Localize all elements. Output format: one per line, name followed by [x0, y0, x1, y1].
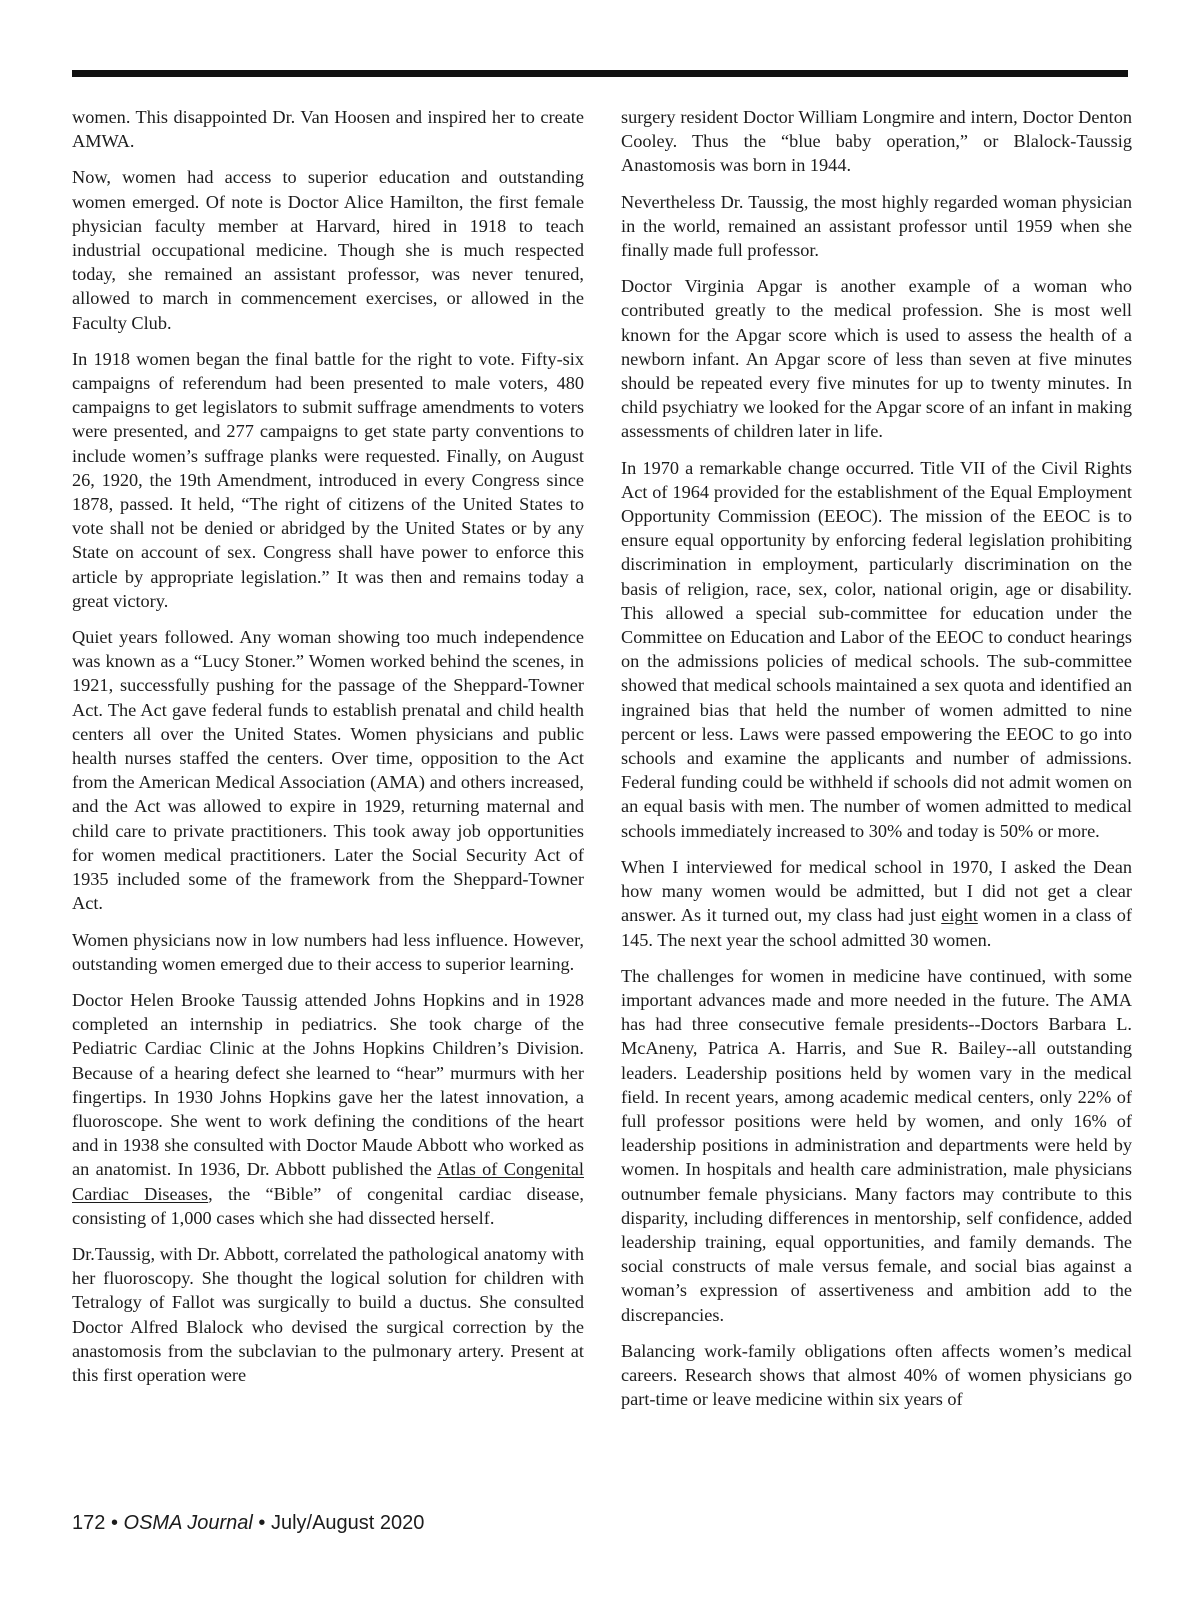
book-title: Atlas of Congenital Cardiac Diseases — [72, 1159, 584, 1204]
footer-separator: • — [258, 1512, 266, 1534]
page-footer — [72, 1512, 424, 1535]
issue-date: July/August 2020 — [270, 1512, 425, 1534]
paragraph: surgery resident Doctor William Longmire and intern, Doctor Denton Cooley. Thus the “blue baby operation,” or Blalock-Taussig Anastomosis was born in 1944. — [621, 107, 1132, 176]
journal-name: OSMA Journal — [123, 1512, 253, 1534]
paragraph: women. This disappointed Dr. Van Hoosen and inspired her to create AMWA. — [72, 107, 584, 152]
paragraph-text: When I interviewed for medical school in 1970, I asked the Dean how many women would be admitted, but I did not get a clear answer. As it turned out, my class had just — [621, 856, 1132, 926]
paragraph-text: Doctor Helen Brooke Taussig attended Johns Hopkins and in 1928 completed an internship in pediatrics. She took charge of the Pediatric Cardiac Clinic at the Johns Hopkins Children’s Division. Because of a hearing defect she learned to “hear” murmurs with her fingertips. In 1930 Johns Hopkins gave her the latest innovation, a fluoroscope. She went to work defining the conditions of the heart and in 1938 she consulted with Doctor Maude Abbott who worked as an anatomist. In 1936, Dr. Abbott published the — [72, 989, 584, 1180]
paragraph-text: , the “Bible” of congenital cardiac disease, consisting of 1,000 cases which she had dissected herself. — [72, 1183, 584, 1228]
paragraph: In 1970 a remarkable change occurred. Title VII of the Civil Rights Act of 1964 provided for the establishment of the Equal Employment Opportunity Commission (EEOC). The mission of the EEOC is to ensure equal opportunity by enforcing federal legislation prohibiting discrimination in employment, particularly discrimination on the basis of religion, race, sex, color, national origin, age or disability. This allowed a special sub-committee for education under the Committee on Education and Labor of the EEOC to conduct hearings on the admissions policies of medical schools. The sub-committee showed that medical schools maintained a sex quota and identified an ingrained bias that held the number of women admitted to nine percent or less. Laws were passed empowering the EEOC to go into schools and examine the applicants and number of admissions. Federal funding could be withheld if schools did not admit women on an equal basis with men. The number of women admitted to medical schools immediately increased to 30% and today is 50% or more. — [621, 457, 1132, 841]
paragraph: Quiet years followed. Any woman showing too much independence was known as a “Lucy Stoner.” Women worked behind the scenes, in 1921, successfully pushing for the passage of the Sheppard-Towner Act. The Act gave federal funds to establish prenatal and child health centers all over the United States. Women physicians and public health nurses staffed the centers. Over time, opposition to the Act from the American Medical Association (AMA) and others increased, and the Act was allowed to expire in 1929, returning maternal and child care to private practitioners. This took away job opportunities for women medical practitioners. Later the Social Security Act of 1935 included some of the framework from the Sheppard-Towner Act. — [72, 627, 584, 914]
paragraph — [72, 988, 584, 1230]
paragraph: Women physicians now in low numbers had less influence. However, outstanding women emerged due to their access to superior learning. — [72, 929, 584, 974]
paragraph: Balancing work-family obligations often affects women’s medical careers. Research shows that almost 40% of women physicians go part-time or leave medicine within six years of — [621, 1340, 1132, 1410]
paragraph-text: women in a class of 145. The next year the school admitted 30 women. — [621, 905, 1132, 950]
paragraph: In 1918 women began the final battle for the right to vote. Fifty-six campaigns of referendum had been presented to male voters, 480 campaigns to get legislators to submit suffrage amendments to voters were presented, and 277 campaigns to get state party conventions to include women’s suffrage planks were requested. Finally, on August 26, 1920, the 19th Amendment, introduced in every Congress since 1878, passed. It held, “The right of citizens of the United States to vote shall not be denied or abridged by the United States or by any State on account of sex. Congress shall have power to enforce this article by appropriate legislation.” It was then and remains today a great victory. — [72, 348, 584, 611]
left-column — [72, 105, 584, 1399]
paragraph: The challenges for women in medicine have continued, with some important advances made and more needed in the future. The AMA has had three consecutive female presidents--Doctors Barbara L. McAneny, Patrica A. Harris, and Sue R. Bailey--all outstanding leaders. Leadership positions held by women vary in the medical field. In recent years, among academic medical centers, only 22% of full professor positions were held by women, and only 16% of leadership positions in administration and departments were held by women. In hospitals and health care administration, male physicians outnumber female physicians. Many factors may contribute to this disparity, including differences in mentorship, self confidence, added leadership training, equal opportunities, and family demands. The social constructs of male versus female, and social bias against a woman’s expression of assertiveness and ambition add to the discrepancies. — [621, 965, 1132, 1325]
right-column — [621, 105, 1132, 1423]
paragraph: Now, women had access to superior education and outstanding women emerged. Of note is Doctor Alice Hamilton, the first female physician faculty member at Harvard, hired in 1918 to teach industrial occupational medicine. Though she is much respected today, she remained an assistant professor, was never tenured, allowed to march in commencement exercises, or allowed in the Faculty Club. — [72, 167, 584, 333]
paragraph: Doctor Virginia Apgar is another example of a woman who contributed greatly to the medical profession. She is most well known for the Apgar score which is used to assess the health of a newborn infant. An Apgar score of less than seven at five minutes should be repeated every five minutes for up to twenty minutes. In child psychiatry we looked for the Apgar score of an infant in making assessments of children later in life. — [621, 276, 1132, 442]
paragraph — [621, 855, 1132, 952]
paragraph: Nevertheless Dr. Taussig, the most highly regarded woman physician in the world, remained an assistant professor until 1959 when she finally made full professor. — [621, 191, 1132, 261]
paragraph: Dr.Taussig, with Dr. Abbott, correlated the pathological anatomy with her fluoroscopy. She thought the logical solution for children with Tetralogy of Fallot was surgically to build a ductus. She consulted Doctor Alfred Blalock who devised the surgical correction by the anastomosis from the subclavian to the pulmonary artery. Present at this first operation were — [72, 1243, 584, 1385]
footer-separator: • — [110, 1512, 118, 1534]
header-rule — [72, 70, 1128, 77]
emphasized-word: eight — [941, 905, 978, 926]
page-number: 172 — [72, 1512, 106, 1534]
